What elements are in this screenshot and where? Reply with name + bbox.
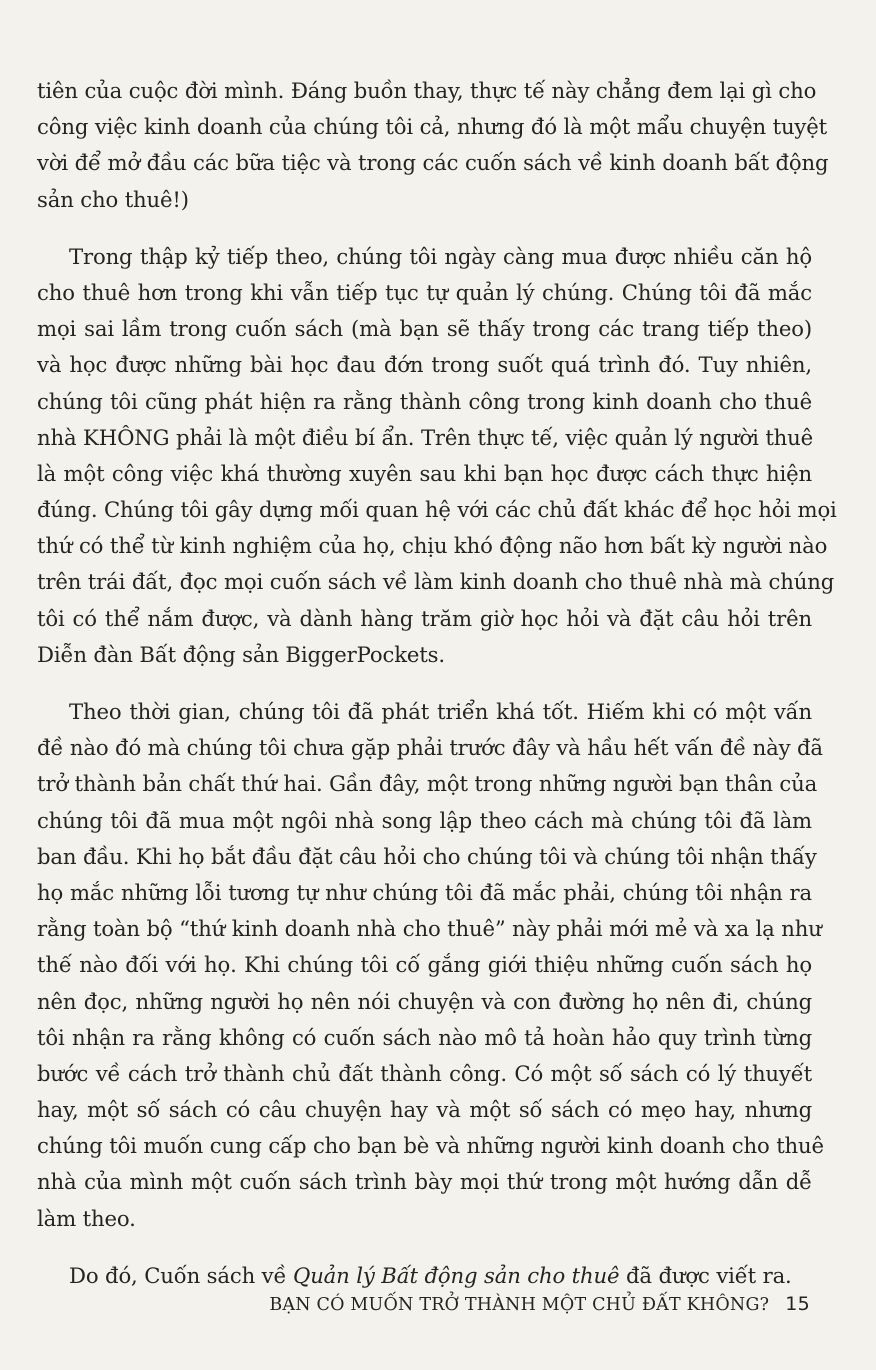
text-run: đã được viết ra.	[619, 1262, 792, 1288]
text-line: chúng tôi đã mua một ngôi nhà song lập theo cách mà chúng tôi đã làm	[37, 807, 812, 833]
text-line: sản cho thuê!)	[37, 186, 189, 212]
text-line: vời để mở đầu các bữa tiệc và trong các cuốn sách về kinh doanh bất động	[37, 150, 829, 176]
paragraph-2	[37, 239, 837, 673]
text-line: chúng tôi muốn cung cấp cho bạn bè và những người kinh doanh cho thuê	[37, 1133, 824, 1159]
text-line: công việc kinh doanh của chúng tôi cả, nhưng đó là một mẩu chuyện tuyệt	[37, 114, 828, 140]
text-line: mọi sai lầm trong cuốn sách (mà bạn sẽ thấy trong các trang tiếp theo)	[37, 316, 812, 342]
text-line: Trong thập kỷ tiếp theo, chúng tôi ngày càng mua được nhiều căn hộ	[69, 243, 812, 269]
text-line: là một công việc khá thường xuyên sau khi bạn học được cách thực hiện	[37, 460, 812, 486]
text-line: và học được những bài học đau đớn trong suốt quá trình đó. Tuy nhiên,	[37, 352, 812, 378]
text-line: đề nào đó mà chúng tôi chưa gặp phải trước đây và hầu hết vấn đề này đã	[37, 735, 823, 761]
text-line: Diễn đàn Bất động sản BiggerPockets.	[37, 641, 445, 667]
text-line: thế nào đối với họ. Khi chúng tôi cố gắng giới thiệu những cuốn sách họ	[37, 952, 812, 978]
text-line: ban đầu. Khi họ bắt đầu đặt câu hỏi cho chúng tôi và chúng tôi nhận thấy	[37, 843, 817, 869]
text-line: tôi nhận ra rằng không có cuốn sách nào mô tả hoàn hảo quy trình từng	[37, 1024, 812, 1050]
text-line: trở thành bản chất thứ hai. Gần đây, một trong những người bạn thân của	[37, 771, 818, 797]
text-line: trên trái đất, đọc mọi cuốn sách về làm kinh doanh cho thuê nhà mà chúng	[37, 569, 835, 595]
text-line: nhà KHÔNG phải là một điều bí ẩn. Trên thực tế, việc quản lý người thuê	[37, 424, 814, 450]
text-line	[37, 1258, 812, 1294]
page-footer	[250, 1293, 810, 1315]
paragraph-4	[37, 1258, 812, 1294]
text-line: chúng tôi cũng phát hiện ra rằng thành công trong kinh doanh cho thuê	[37, 388, 812, 414]
paragraph-3	[37, 694, 824, 1237]
text-line: tôi có thể nắm được, và dành hàng trăm giờ học hỏi và đặt câu hỏi trên	[37, 605, 812, 631]
text-line: Theo thời gian, chúng tôi đã phát triển khá tốt. Hiếm khi có một vấn	[69, 699, 812, 724]
text-line: hay, một số sách có câu chuyện hay và một số sách có mẹo hay, nhưng	[37, 1097, 812, 1123]
text-line: bước về cách trở thành chủ đất thành công. Có một số sách có lý thuyết	[37, 1060, 812, 1086]
text-line: đúng. Chúng tôi gây dựng mối quan hệ với các chủ đất khác để học hỏi mọi	[37, 497, 837, 523]
text-line: thứ có thể từ kinh nghiệm của họ, chịu khó động não hơn bất kỳ người nào	[37, 533, 828, 559]
text-line: họ mắc những lỗi tương tự như chúng tôi đã mắc phải, chúng tôi nhận ra	[37, 879, 812, 905]
text-line: làm theo.	[37, 1205, 136, 1231]
book-title-italic: Quản lý Bất động sản cho thuê	[292, 1262, 620, 1288]
text-line: nhà của mình một cuốn sách trình bày mọi thứ trong một hướng dẫn dễ	[37, 1169, 812, 1195]
text-line: cho thuê hơn trong khi vẫn tiếp tục tự quản lý chúng. Chúng tôi đã mắc	[37, 279, 812, 305]
running-title: BẠN CÓ MUỐN TRỞ THÀNH MỘT CHỦ ĐẤT KHÔNG?	[269, 1295, 770, 1315]
page-number: 15	[785, 1293, 810, 1315]
text-line: nên đọc, những người họ nên nói chuyện và con đường họ nên đi, chúng	[37, 988, 812, 1014]
body-text	[37, 73, 837, 1294]
text-line: rằng toàn bộ “thứ kinh doanh nhà cho thuê” này phải mới mẻ và xa lạ như	[37, 916, 822, 942]
text-run: Do đó, Cuốn sách về	[69, 1262, 293, 1288]
paragraph-1	[37, 73, 829, 218]
text-line: tiên của cuộc đời mình. Đáng buồn thay, thực tế này chẳng đem lại gì cho	[37, 78, 817, 103]
